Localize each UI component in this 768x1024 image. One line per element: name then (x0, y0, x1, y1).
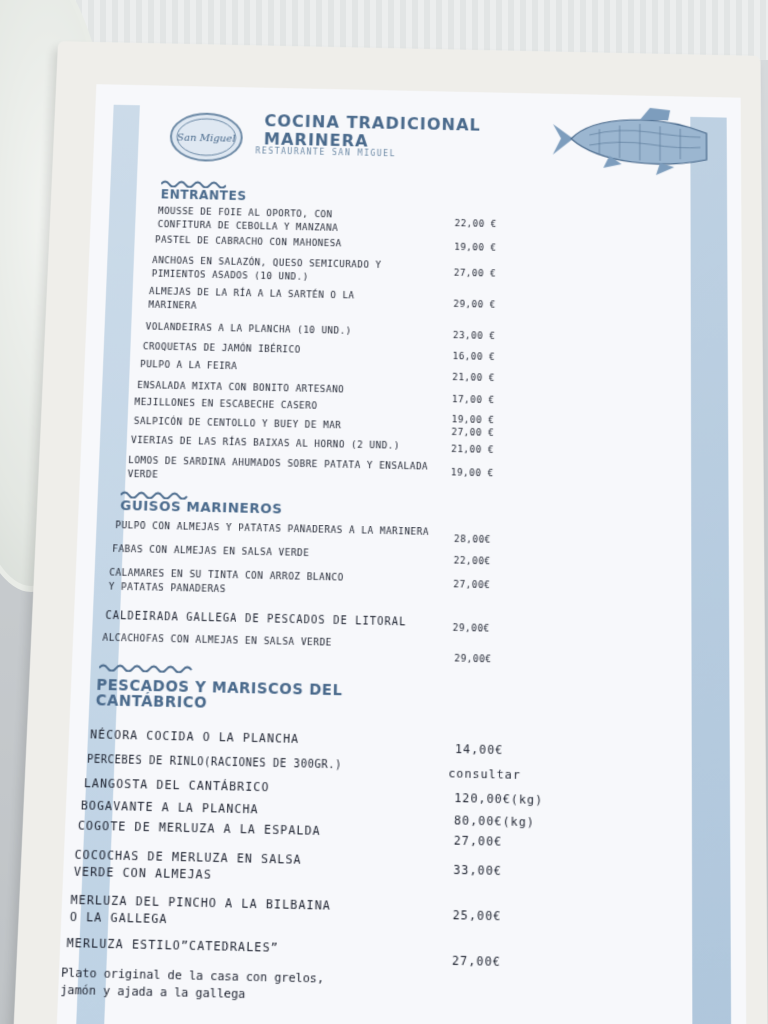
menu-item: ALMEJAS DE LA RÍA A LA SARTÉN O LA MARINERA (148, 286, 355, 312)
menu-item: PULPO CON ALMEJAS Y PATATAS PANADERAS A LA MARINERA (115, 520, 430, 539)
fish-illustration (549, 104, 711, 178)
menu-item-price: 29,00€ (454, 653, 492, 666)
menu-item-price: 29,00€ (452, 623, 490, 635)
menu-item: MERLUZA ESTILO”CATEDRALES” (66, 935, 280, 956)
svg-text:San Miguel: San Miguel (176, 132, 236, 145)
menu-item: PERCEBES DE RINLO(RACIONES DE 300GR.) (86, 753, 343, 772)
menu-item: BOGAVANTE A LA PLANCHA (80, 798, 259, 817)
restaurant-name: RESTAURANTE SAN MIGUEL (255, 146, 397, 159)
menu-item: ENSALADA MIXTA CON BONITO ARTESANO (137, 380, 345, 396)
menu-item-price: 19,00 € (454, 242, 497, 254)
menu-item: MOUSSE DE FOIE AL OPORTO, CON CONFITURA DE CEBOLLA Y MANZANA (157, 206, 339, 234)
menu-item-price: 27,00€ (453, 579, 491, 592)
menu-title-line2: MARINERA (263, 129, 369, 151)
menu-item: NÉCORA COCIDA O LA PLANCHA (89, 727, 300, 747)
menu-item-price: 29,00 € (453, 299, 496, 311)
menu-item-price: 19,00 € (450, 467, 494, 480)
menu-item: SALPICÓN DE CENTOLLO Y BUEY DE MAR (133, 416, 342, 432)
menu-item: LANGOSTA DEL CANTÁBRICO (83, 775, 270, 795)
menu-item-price: 27,00 € (453, 268, 497, 280)
menu-item-price: 23,00 € (452, 330, 496, 343)
section-title-guisos-marineros: GUISOS MARINEROS (119, 498, 283, 518)
menu-item-price: 120,00€(kg) (454, 790, 544, 808)
menu-item: ANCHOAS EN SALAZÓN, QUESO SEMICURADO Y PIMIENTOS ASADOS (10 UND.) (151, 255, 382, 283)
dish-note: Plato original de la casa con grelos, jamón y ajada a la gallega (60, 965, 325, 1002)
menu-item-price: consultar (448, 766, 522, 783)
menu-item-price: 17,00 € (451, 394, 495, 407)
menu-item: PULPO A LA FEIRA (139, 359, 238, 373)
menu-item-price: 21,00 € (452, 372, 495, 385)
menu-item-price: 14,00€ (454, 741, 504, 758)
menu-item: COGOTE DE MERLUZA A LA ESPALDA (77, 818, 321, 839)
menu-item: CALDEIRADA GALLEGA DE PESCADOS DE LITORAL (105, 610, 407, 629)
menu-item: VIERIAS DE LAS RÍAS BAIXAS AL HORNO (2 UND.) (130, 435, 401, 452)
menu-title-line1: COCINA TRADICIONAL (264, 110, 481, 135)
section-title-pescados-mariscos: PESCADOS Y MARISCOS DEL CANTÁBRICO (95, 676, 343, 713)
menu-item-price: 25,00€ (452, 907, 502, 924)
menu-item-price: 22,00€ (453, 555, 491, 568)
menu-item: ALCACHOFAS CON ALMEJAS EN SALSA VERDE (102, 632, 332, 649)
menu-item: LOMOS DE SARDINA AHUMADOS SOBRE PATATA Y ENSALADA VERDE (127, 455, 429, 481)
section-title-entrantes: ENTRANTES (160, 187, 247, 204)
menu-item-price: 16,00 € (452, 351, 496, 364)
menu-item-price: 22,00 € (454, 218, 497, 231)
menu-item-price: 33,00€ (453, 862, 503, 879)
menu-item: FABAS CON ALMEJAS EN SALSA VERDE (112, 544, 310, 560)
restaurant-logo (168, 110, 245, 164)
menu-item: CALAMARES EN SU TINTA CON ARROZ BLANCO Y PATATAS PANADERAS (108, 567, 344, 596)
menu-item: CROQUETAS DE JAMÓN IBÉRICO (142, 341, 301, 356)
menu-item: VOLANDEIRAS A LA PLANCHA (10 UND.) (145, 322, 352, 337)
menu-item-price: 21,00 € (451, 444, 495, 457)
decorative-stripe-right (690, 117, 731, 1024)
menu-item-price: 19,00 € 27,00 € (451, 414, 495, 440)
menu-item: MEJILLONES EN ESCABECHE CASERO (134, 397, 318, 412)
menu-item-price: 28,00€ (453, 534, 491, 546)
menu-item: PASTEL DE CABRACHO CON MAHONESA (154, 235, 342, 250)
menu-item: COCOCHAS DE MERLUZA EN SALSA VERDE CON ALMEJAS (73, 847, 302, 883)
menu-item-price: 27,00€ (453, 833, 503, 850)
menu-item-price: 80,00€(kg) (453, 813, 536, 830)
menu-sheet (54, 84, 747, 1024)
menu-item: MERLUZA DEL PINCHO A LA BILBAINA O LA GALLEGA (69, 892, 332, 927)
menu-item-price: 27,00€ (451, 953, 502, 970)
